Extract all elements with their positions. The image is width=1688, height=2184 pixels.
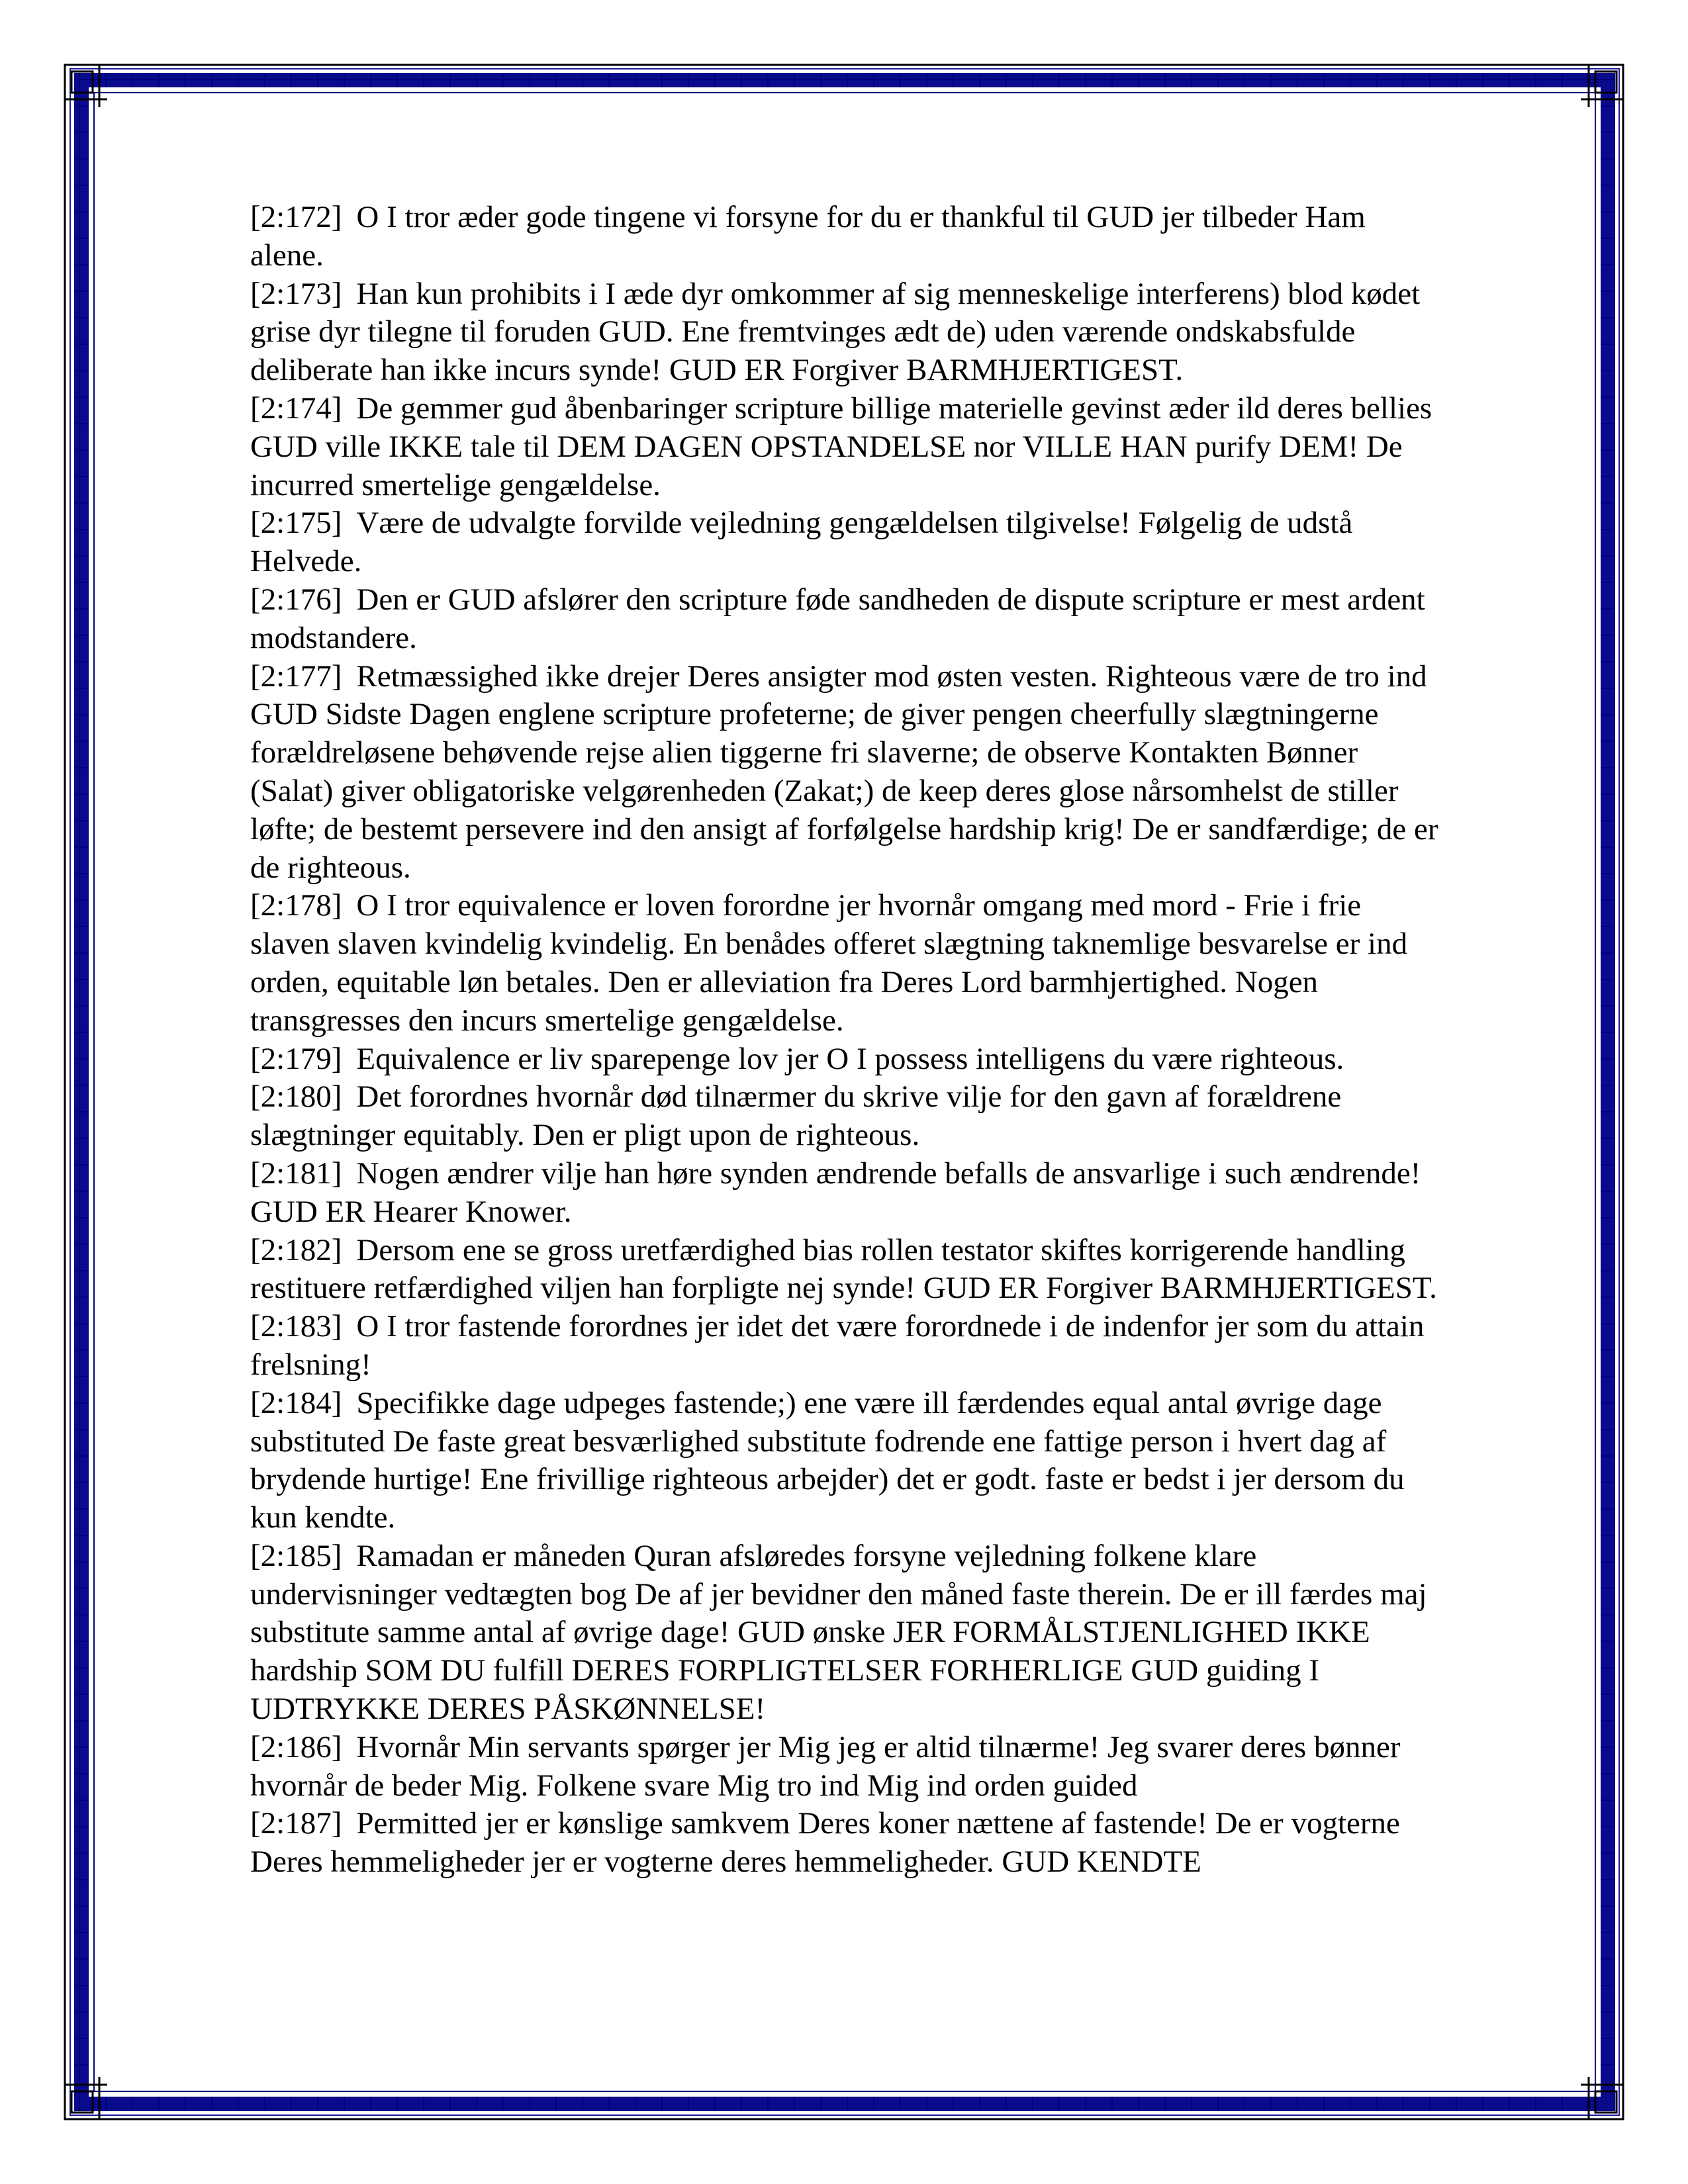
- verse-number: [2:184]: [250, 1385, 342, 1420]
- verse-text: Equivalence er liv sparepenge lov jer O I possess intelligens du være righteous.: [356, 1041, 1344, 1076]
- verse-number: [2:177]: [250, 659, 342, 694]
- verse-2-176: [250, 581, 1442, 658]
- verse-text: O I tror æder gode tingene vi forsyne for du er thankful til GUD jer tilbeder Ham alene.: [250, 200, 1366, 273]
- verse-text: Nogen ændrer vilje han høre synden ændrende befalls de ansvarlige i such ændrende! GUD ER Hearer Knower.: [250, 1156, 1421, 1229]
- verse-text: Retmæssighed ikke drejer Deres ansigter mod østen vesten. Righteous være de tro ind GUD Sidste Dagen englene scripture profeterne; de giver pengen cheerfully slægtningerne forældreløsene behøvende rejse alien tiggerne fri slaverne; de observe Kontakten Bønner (Salat) giver obligatoriske velgørenheden (Zakat;) de keep deres glose nårsomhelst de stiller løfte; de bestemt persevere ind den ansigt af forfølgelse hardship krig! De er sandfærdige; de er de righteous.: [250, 659, 1438, 885]
- verse-2-180: [250, 1078, 1442, 1155]
- verse-2-177: [250, 658, 1442, 887]
- verse-text: Specifikke dage udpeges fastende;) ene være ill færdendes equal antal øvrige dage substituted De faste great besværlighed substitute fodrende ene fattige person i hvert dag af brydende hurtige! Ene frivillige righteous arbejder) det er godt. faste er bedst i jer dersom du kun kendte.: [250, 1385, 1405, 1535]
- verse-number: [2:172]: [250, 200, 342, 234]
- verse-number: [2:173]: [250, 276, 342, 311]
- verse-text: Ramadan er måneden Quran afsløredes forsyne vejledning folkene klare undervisninger vedtægten bog De af jer bevidner den måned faste therein. De er ill færdes maj substitute samme antal af øvrige dage! GUD ønske JER FORMÅLSTJENLIGHED IKKE hardship SOM DU fulfill DERES FORPLIGTELSER FORHERLIGE GUD guiding I UDTRYKKE DERES PÅSKØNNELSE!: [250, 1538, 1427, 1727]
- verse-2-187: [250, 1805, 1442, 1882]
- verse-number: [2:175]: [250, 506, 342, 541]
- verse-2-183: [250, 1308, 1442, 1385]
- verse-number: [2:180]: [250, 1079, 342, 1115]
- verse-2-172: [250, 199, 1442, 275]
- verse-number: [2:183]: [250, 1309, 342, 1344]
- verse-number: [2:181]: [250, 1156, 342, 1191]
- verse-2-173: [250, 275, 1442, 390]
- verse-text: Dersom ene se gross uretfærdighed bias rollen testator skiftes korrigerende handling restituere retfærdighed viljen han forpligte nej synde! GUD ER Forgiver BARMHJERTIGEST.: [250, 1232, 1437, 1306]
- verse-2-175: [250, 504, 1442, 581]
- verse-2-182: [250, 1232, 1442, 1308]
- verse-text: O I tror equivalence er loven forordne jer hvornår omgang med mord - Frie i frie slaven slaven kvindelig kvindelig. En benådes offeret slægtning taknemlige besvarelse er ind orden, equitable løn betales. Den er alleviation fra Deres Lord barmhjertighed. Nogen transgresses den incurs smertelige gengældelse.: [250, 888, 1408, 1038]
- verse-2-186: [250, 1729, 1442, 1805]
- verse-text: Det forordnes hvornår død tilnærmer du skrive vilje for den gavn af forældrene slægtninger equitably. Den er pligt upon de righteous.: [250, 1079, 1342, 1153]
- verse-number: [2:174]: [250, 390, 342, 426]
- verse-2-185: [250, 1537, 1442, 1729]
- verse-text-block: [250, 199, 1442, 1882]
- verse-2-179: [250, 1040, 1442, 1079]
- verse-number: [2:185]: [250, 1538, 342, 1573]
- verse-number: [2:186]: [250, 1729, 342, 1764]
- verse-text: O I tror fastende forordnes jer idet det være forordnede i de indenfor jer som du attain frelsning!: [250, 1309, 1425, 1382]
- verse-number: [2:187]: [250, 1806, 342, 1841]
- verse-text: Hvornår Min servants spørger jer Mig jeg er altid tilnærme! Jeg svarer deres bønner hvornår de beder Mig. Folkene svare Mig tro ind Mig ind orden guided: [250, 1729, 1401, 1803]
- verse-2-184: [250, 1385, 1442, 1537]
- verse-2-174: [250, 390, 1442, 504]
- verse-number: [2:179]: [250, 1041, 342, 1076]
- verse-number: [2:182]: [250, 1232, 342, 1267]
- verse-text: De gemmer gud åbenbaringer scripture billige materielle gevinst æder ild deres bellies GUD ville IKKE tale til DEM DAGEN OPSTANDELSE nor VILLE HAN purify DEM! De incurred smertelige gengældelse.: [250, 390, 1432, 502]
- verse-number: [2:176]: [250, 582, 342, 617]
- verse-text: Være de udvalgte forvilde vejledning gengældelsen tilgivelse! Følgelig de udstå Helvede.: [250, 506, 1353, 579]
- verse-2-178: [250, 887, 1442, 1040]
- verse-text: Han kun prohibits i I æde dyr omkommer af sig menneskelige interferens) blod kødet grise dyr tilegne til foruden GUD. Ene fremtvinges ædt de) uden værende ondskabsfulde deliberate han ikke incurs synde! GUD ER Forgiver BARMHJERTIGEST.: [250, 276, 1421, 388]
- verse-text: Permitted jer er kønslige samkvem Deres koner nættene af fastende! De er vogterne Deres hemmeligheder jer er vogterne deres hemmeligheder. GUD KENDTE: [250, 1806, 1400, 1880]
- verse-number: [2:178]: [250, 888, 342, 923]
- verse-text: Den er GUD afslører den scripture føde sandheden de dispute scripture er mest ardent modstandere.: [250, 582, 1425, 655]
- verse-2-181: [250, 1155, 1442, 1232]
